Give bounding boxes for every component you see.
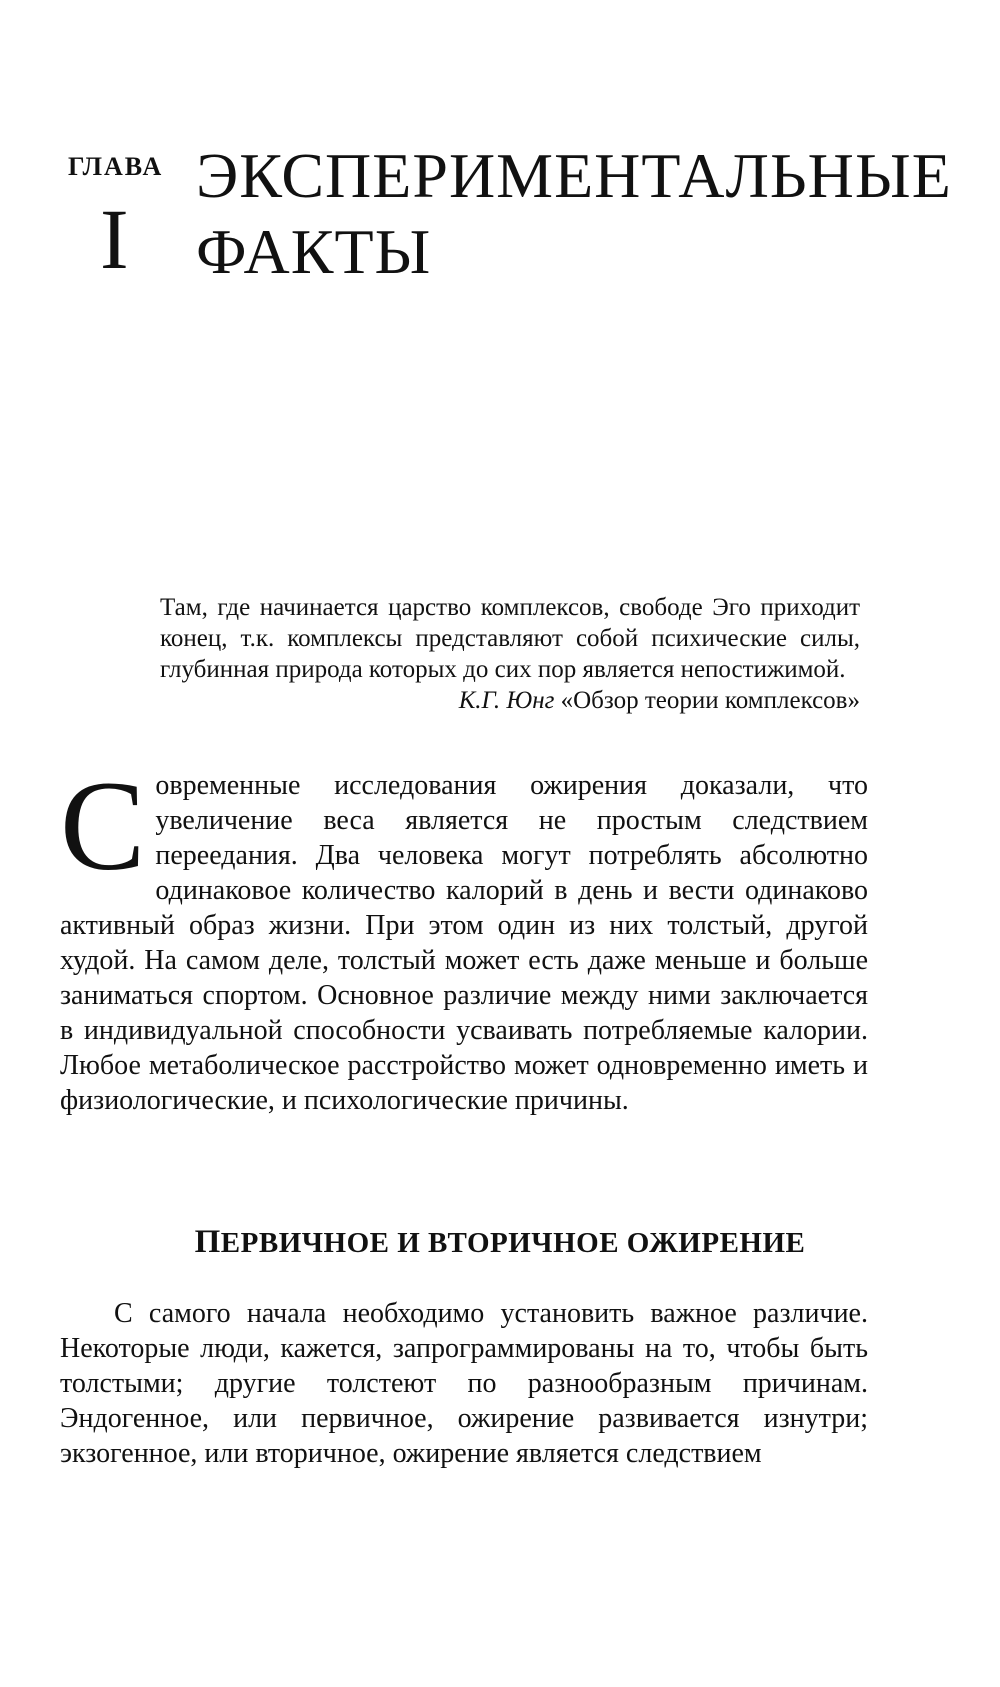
chapter-number: I — [100, 191, 129, 287]
section-heading-rest: ЕРВИЧНОЕ И ВТОРИЧНОЕ ОЖИРЕНИЕ — [220, 1227, 806, 1259]
paragraph-intro-text: овременные исследования ожирения доказали, что увеличение веса является не простым следствием переедания. Два человека могут потреблять абсолютно одинаковое количество калорий в день и вести одинаково активный образ жизни. При этом один из них толстый, другой худой. На самом деле, толстый может есть даже меньше и больше заниматься спортом. Основное различие между ними заключается в индивидуальной способности усваивать потребляемые калории. Любое метаболическое расстройство может одновременно иметь и физиологические, и психологические причины. — [60, 770, 868, 1116]
section-heading — [0, 1224, 1000, 1261]
epigraph-text: Там, где начинается царство комплексов, свободе Эго приходит конец, т.к. комплексы представляют собой психические силы, глубинная природа которых до сих пор является непостижимой. — [160, 594, 860, 683]
chapter-title — [196, 138, 952, 290]
chapter-title-line-2: ФАКТЫ — [196, 216, 432, 287]
chapter-title-line-1: ЭКСПЕРИМЕНТАЛЬНЫЕ — [196, 140, 952, 211]
drop-cap: С — [60, 755, 146, 897]
chapter-label: ГЛАВА — [68, 152, 164, 181]
epigraph-author: К.Г. Юнг — [458, 687, 555, 714]
epigraph-work: «Обзор теории комплексов» — [560, 687, 860, 714]
epigraph — [160, 592, 860, 716]
section-heading-initial: П — [194, 1224, 221, 1260]
paragraph-primary-secondary: С самого начала необходимо установить важное различие. Некоторые люди, кажется, запрограммированы на то, чтобы быть толстыми; другие толстеют по разнообразным причинам. Эндогенное, или первичное, ожирение развивается изнутри; экзогенное, или вторичное, ожирение является следствием — [60, 1298, 868, 1469]
epigraph-source — [160, 685, 860, 716]
paragraph-intro — [60, 755, 868, 1118]
